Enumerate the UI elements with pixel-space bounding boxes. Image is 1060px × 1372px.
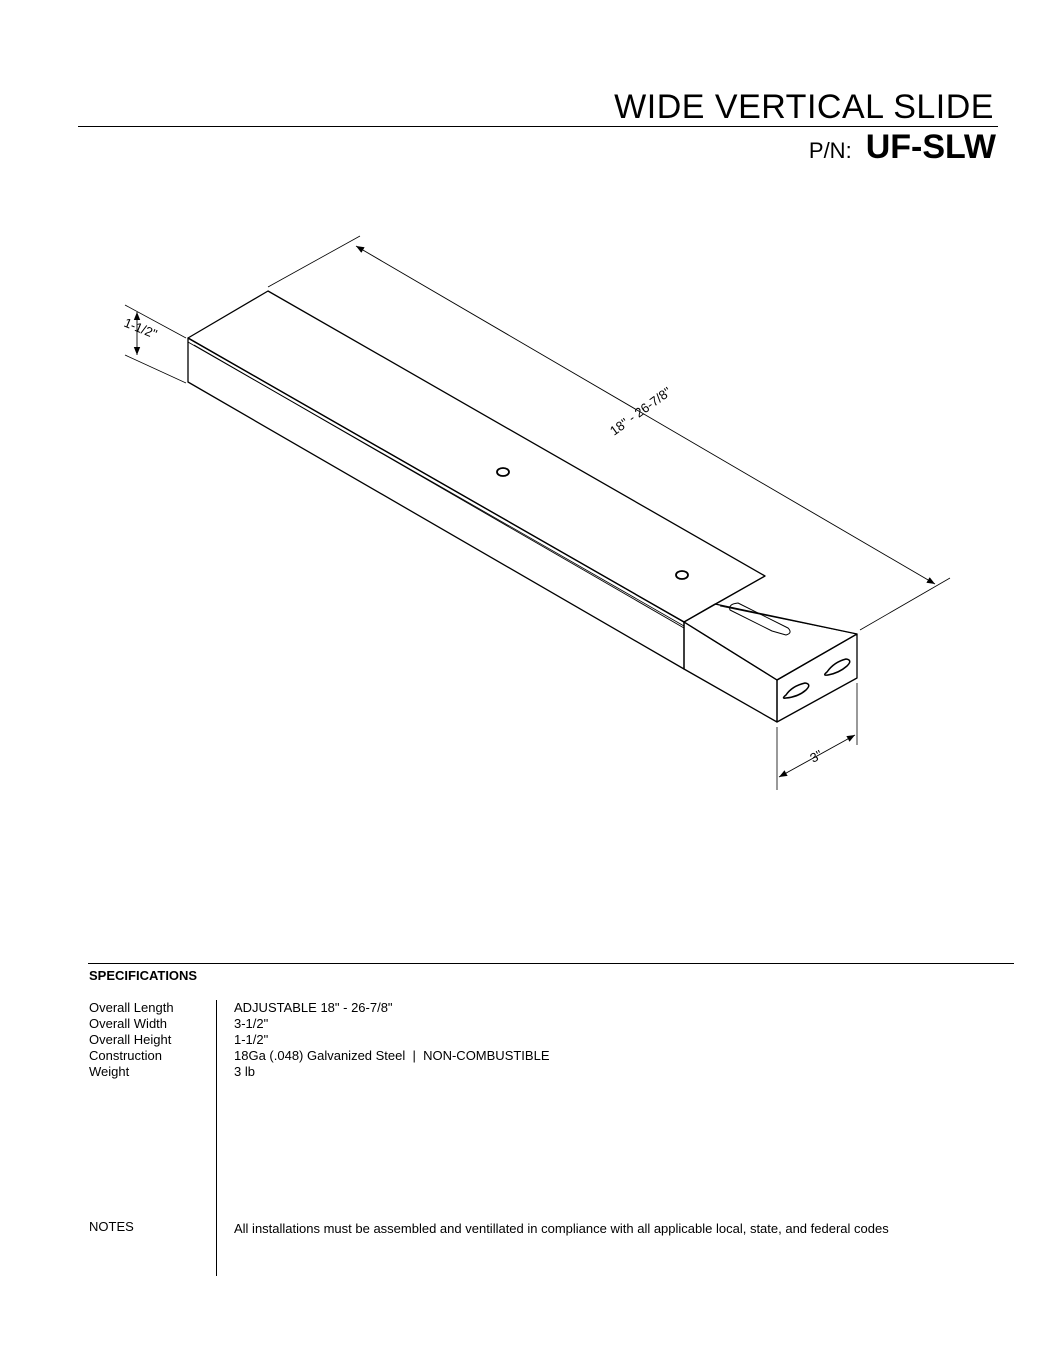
slide-top-face [684, 604, 857, 680]
mounting-hole-icon [497, 468, 509, 476]
slide-channel-line [720, 606, 857, 634]
slide-end-face [777, 634, 857, 722]
height-dimension-label: 1-1/2" [121, 314, 160, 342]
spec-label-construction: Construction [89, 1048, 162, 1063]
document-title: WIDE VERTICAL SLIDE [614, 88, 994, 126]
spec-column-divider [216, 1000, 217, 1276]
part-number-value: UF-SLW [865, 128, 996, 166]
spec-label-width: Overall Width [89, 1016, 168, 1031]
part-number-label: P/N: [808, 138, 852, 163]
slide-channel-edge [715, 576, 765, 604]
spec-values-column [234, 1000, 550, 1080]
slide-front-face [684, 622, 777, 722]
spec-label-length: Overall Length [89, 1000, 174, 1015]
spec-labels-column [89, 1000, 174, 1080]
spec-value-construction: 18Ga (.048) Galvanized Steel | NON-COMBUSTIBLE [234, 1048, 550, 1063]
spec-label-height: Overall Height [89, 1032, 172, 1047]
length-extension-line [268, 236, 360, 287]
sleeve-front-edge [188, 342, 684, 626]
spec-value-length: ADJUSTABLE 18" - 26-7/8" [234, 1000, 393, 1015]
length-extension-line [860, 578, 950, 630]
notes-label: NOTES [89, 1219, 134, 1234]
specifications-heading: SPECIFICATIONS [89, 968, 198, 983]
specifications-divider [88, 963, 1014, 964]
mounting-hole-icon [676, 571, 688, 579]
spec-label-weight: Weight [89, 1064, 130, 1079]
width-dimension-label: 3" [807, 746, 825, 766]
spec-value-width: 3-1/2" [234, 1016, 269, 1031]
spec-value-height: 1-1/2" [234, 1032, 269, 1047]
length-dimension-label: 18" - 26-7/8" [606, 383, 675, 439]
notes-text: All installations must be assembled and ventillated in compliance with all applicable local, state, and federal codes [234, 1221, 889, 1236]
end-slot-icon [825, 659, 850, 675]
spec-value-weight: 3 lb [234, 1064, 255, 1079]
height-extension-line [125, 355, 186, 383]
end-slot-icon [784, 683, 809, 698]
slide-slot [730, 603, 790, 635]
